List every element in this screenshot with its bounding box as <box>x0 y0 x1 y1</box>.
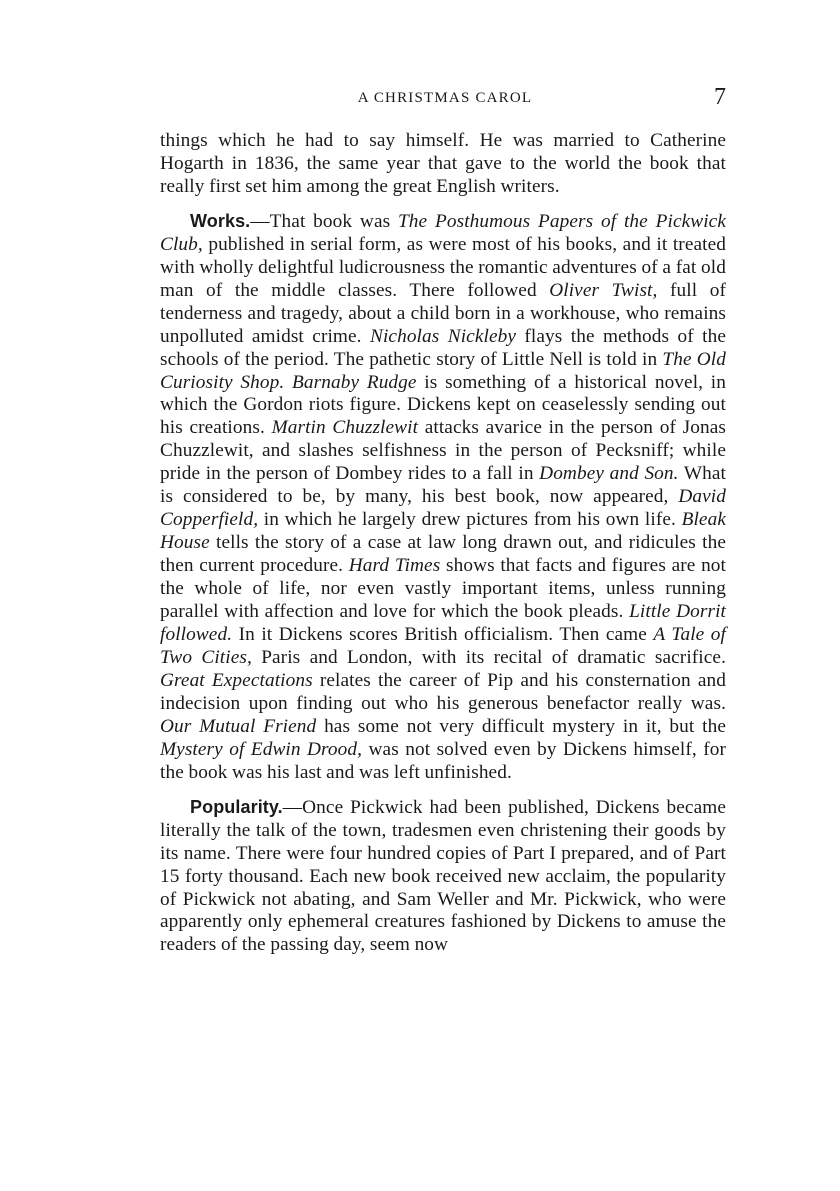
text-run: has some not very difficult mystery in it, but the <box>316 715 727 737</box>
book-title: Dombey and Son. <box>539 463 679 485</box>
text-run: tells the story of a case at law long drawn out, and ridicules the then current procedure. <box>160 532 726 577</box>
text-run: In it Dickens scores British officialism. Then came <box>232 624 654 646</box>
text-run: relates the career of Pip and his consternation and indecision upon finding out who his generous benefactor really was. <box>160 669 726 714</box>
book-title: Mystery of Edwin Drood, <box>160 738 363 760</box>
text-run: shows that facts and figures are not the whole of life, nor even vastly important items, unless running parallel with affection and love for which the book pleads. <box>160 555 727 623</box>
body-text <box>160 130 726 957</box>
text-run: in which he largely drew pictures from his own life. <box>258 509 682 531</box>
text-run: Paris and London, with its recital of dramatic sacrifice. <box>251 646 726 668</box>
text-run: was not solved even by Dickens himself, for the book was his last and was left unfinished. <box>160 738 726 783</box>
text-run <box>284 372 292 393</box>
book-title: The Old Curiosity Shop. <box>160 348 726 393</box>
text-run: —That book was <box>250 210 398 232</box>
book-title: Oliver Twist, <box>549 279 658 301</box>
book-title: Great Expectations <box>160 669 313 691</box>
book-title: Barnaby Rudge <box>292 371 417 393</box>
text-run: is something of a historical novel, in which the Gordon riots figure. Dickens kept on ceaselessly sending out his creations. <box>160 371 726 439</box>
text-run: things which he had to say himself. He was married to Catherine Hogarth in 1836, the same year that gave to the world the book that really first set him among the great English writers. <box>160 130 726 197</box>
book-title: Nicholas Nickleby <box>370 325 517 347</box>
section-heading: Works. <box>190 210 251 231</box>
page-number: 7 <box>714 84 726 110</box>
section-heading: Popularity. <box>190 796 283 817</box>
paragraph <box>160 796 726 958</box>
text-run: What is considered to be, by many, his best book, now appeared, <box>160 463 726 508</box>
text-run: flays the methods of the schools of the period. The pathetic story of Little Nell is told in <box>160 325 726 370</box>
text-run: —Once Pickwick had been published, Dickens became literally the talk of the town, tradesmen even christening their goods by its name. There were four hundred copies of Part I prepared, and of Part 15 forty thousand. Each new book received new acclaim, the popularity of Pickwick not abating, and Sam Weller and Mr. Pickwick, who were apparently only ephemeral creatures fashioned by Dickens to amuse the readers of the passing day, seem now <box>160 796 726 956</box>
paragraph <box>160 210 726 785</box>
book-title: Our Mutual Friend <box>160 715 317 737</box>
text-run: attacks avarice in the person of Jonas Chuzzlewit, and slashes selfishness in the person of Pecksniff; while pride in the person of Dombey rides to a fall in <box>160 417 726 485</box>
paragraph <box>160 130 726 199</box>
book-title: Hard Times <box>348 555 441 577</box>
text-run: published in serial form, as were most of his books, and it treated with wholly delightful ludicrousness the romantic adventures of a fat old man of the middle classes. There followed <box>160 233 726 301</box>
book-title: The Posthumous Papers of the Pickwick Club, <box>160 210 726 255</box>
book-title: David Copperfield, <box>160 486 726 531</box>
book-title: Little Dorrit followed. <box>160 601 726 646</box>
book-title: Martin Chuzzlewit <box>271 417 419 439</box>
running-head <box>160 84 730 116</box>
text-run: full of tenderness and tragedy, about a child born in a workhouse, who remains unpolluted amidst crime. <box>160 279 726 347</box>
book-title: Bleak House <box>160 509 726 554</box>
running-title: A CHRISTMAS CAROL <box>357 90 533 106</box>
book-title: A Tale of Two Cities, <box>160 624 726 668</box>
